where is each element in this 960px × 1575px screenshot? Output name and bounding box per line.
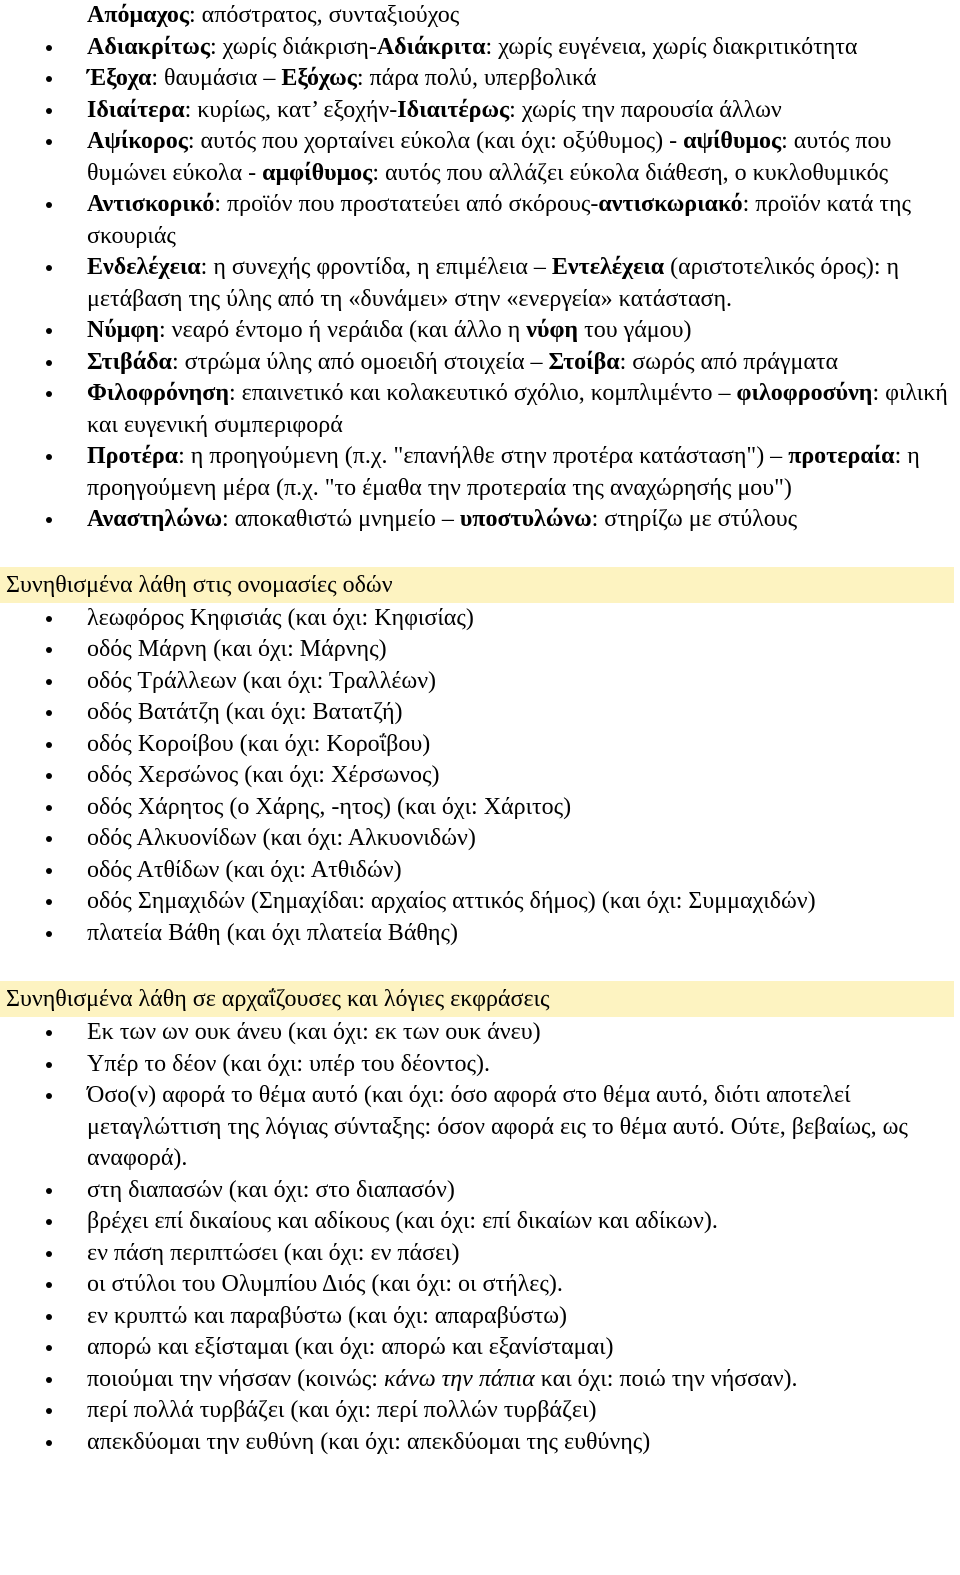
list-item: οδός Βατάτζη (και όχι: Βατατζή): [0, 697, 960, 729]
list-item: [0, 504, 960, 536]
list-item: οδός Χερσώνος (και όχι: Χέρσωνος): [0, 760, 960, 792]
list-item: λεωφόρος Κηφισιάς (και όχι: Κηφισίας): [0, 603, 960, 635]
definition-text: : στηρίζω με στύλους: [591, 506, 798, 532]
definition-text: : κυρίως, κατ’ εξοχήν-: [184, 96, 398, 123]
archaic-expressions-list: [0, 1017, 960, 1458]
list-item: οι στύλοι του Ολυμπίου Διός (και όχι: οι στήλες).: [0, 1269, 960, 1301]
definition-text: : η προηγούμενη μέρα (π.χ. "το έμαθα την προτεραία της αναχώρησής μου"): [87, 443, 920, 501]
term-bold: Αντισκορικό: [87, 191, 215, 217]
definition-text: : αυτός που αλλάζει εύκολα διάθεση, ο κυκλοθυμικός: [372, 159, 889, 186]
term-bold: Ιδιαιτέρως: [397, 96, 510, 123]
definition-text: : χωρίς ευγένεια, χωρίς διακριτικότητα: [485, 33, 858, 60]
list-item: Εκ των ων ουκ άνευ (και όχι: εκ των ουκ άνευ): [0, 1017, 960, 1049]
term-bold: Αδιάκριτα: [376, 33, 486, 60]
definition-text: : επαινετικό και κολακευτικό σχόλιο, κομπλιμέντο –: [228, 380, 737, 406]
term-bold: Νύμφη: [87, 317, 159, 343]
list-item: [0, 32, 960, 64]
list-item: πλατεία Βάθη (και όχι πλατεία Βάθης): [0, 918, 960, 950]
term-bold: Απόμαχος: [87, 2, 189, 28]
list-item: [0, 347, 960, 379]
term-bold: αψίθυμος: [683, 128, 782, 154]
list-item: στη διαπασών (και όχι: στο διαπασόν): [0, 1175, 960, 1207]
section-heading-street-names: Συνηθισμένα λάθη στις ονομασίες οδών: [0, 567, 954, 603]
section-heading-archaic-expressions: Συνηθισμένα λάθη σε αρχαΐζουσες και λόγιες εκφράσεις: [0, 981, 954, 1017]
section-spacer: [0, 536, 960, 567]
term-bold: Εντελέχεια: [551, 254, 665, 280]
term-bold: Στιβάδα: [87, 348, 172, 375]
list-item: Υπέρ το δέον (και όχι: υπέρ του δέοντος).: [0, 1049, 960, 1081]
list-item: [0, 126, 960, 189]
term-bold: προτεραία: [788, 443, 895, 469]
definition-text: : θαυμάσια –: [151, 65, 282, 91]
term-bold: Ενδελέχεια: [87, 254, 201, 280]
term-bold: Στοίβα: [548, 348, 620, 375]
list-item: οδός Ατθίδων (και όχι: Ατθιδών): [0, 855, 960, 887]
list-item: [0, 252, 960, 315]
term-bold: αντισκωριακό: [598, 191, 743, 217]
term-bold: Προτέρα: [87, 443, 179, 469]
term-bold: αμφίθυμος: [262, 159, 373, 186]
list-item: [0, 378, 960, 441]
definition-text: (αριστοτελικός όρος): η μετάβαση της ύλης από τη «δυνάμει» στην «ενεργεία» κατάσταση.: [87, 254, 900, 312]
term-bold: Φιλοφρόνηση: [87, 380, 229, 406]
list-item: Όσο(ν) αφορά το θέμα αυτό (και όχι: όσο αφορά στο θέμα αυτό, διότι αποτελεί μεταγλώττιση της λόγιας σύνταξης: όσον αφορά εις το θέμα αυτό. Ούτε, βεβαίως, ως αναφορά).: [0, 1080, 960, 1175]
list-item: απεκδύομαι την ευθύνη (και όχι: απεκδύομαι της ευθύνης): [0, 1427, 960, 1459]
definition-text: : σωρός από πράγματα: [619, 348, 839, 375]
list-item: [0, 189, 960, 252]
definition-text: : η προηγούμενη (π.χ. "επανήλθε στην προτέρα κατάσταση") –: [178, 443, 789, 469]
definition-text: : πάρα πολύ, υπερβολικά: [356, 65, 597, 91]
definition-text: : νεαρό έντομο ή νεράιδα (και άλλο η: [159, 317, 527, 343]
definition-text: : προϊόν που προστατεύει από σκόρους-: [214, 191, 599, 217]
definition-text: : φιλική και ευγενική συμπεριφορά: [87, 380, 948, 438]
definition-text: : απόστρατος, συνταξιούχος: [189, 2, 460, 28]
term-bold: Εξόχως: [281, 65, 357, 91]
list-item: [0, 441, 960, 504]
term-bold: Ιδιαίτερα: [87, 96, 185, 123]
list-item: απορώ και εξίσταμαι (και όχι: απορώ και εξανίσταμαι): [0, 1332, 960, 1364]
definition-text: : χωρίς την παρουσία άλλων: [509, 96, 782, 123]
list-item: οδός Τράλλεων (και όχι: Τραλλέων): [0, 666, 960, 698]
term-bold: Έξοχα: [87, 65, 152, 91]
list-item: [0, 0, 960, 32]
list-item: οδός Χάρητος (ο Χάρης, -ητος) (και όχι: Χάριτος): [0, 792, 960, 824]
definition-text: : αυτός που θυμώνει εύκολα -: [87, 128, 892, 186]
street-names-list: [0, 603, 960, 950]
list-item: οδός Αλκυονίδων (και όχι: Αλκυονιδών): [0, 823, 960, 855]
section-spacer: [0, 949, 960, 981]
definition-text: : προϊόν κατά της σκουριάς: [87, 191, 912, 249]
term-bold: υποστυλώνω: [459, 506, 592, 532]
list-item: οδός Κοροίβου (και όχι: Κοροΐβου): [0, 729, 960, 761]
definition-text: ποιούμαι την νήσσαν (κοινώς:: [87, 1365, 384, 1392]
definition-text: : χωρίς διάκριση-: [209, 33, 377, 60]
list-item: [0, 95, 960, 127]
definition-text: και όχι: ποιώ την νήσσαν).: [534, 1365, 798, 1392]
term-bold: νύφη: [526, 317, 579, 343]
definition-text: : η συνεχής φροντίδα, η επιμέλεια –: [200, 254, 552, 280]
vocabulary-list: [0, 0, 960, 536]
definition-text: : αυτός που χορταίνει εύκολα (και όχι: οξύθυμος) -: [187, 128, 684, 154]
list-item: εν πάση περιπτώσει (και όχι: εν πάσει): [0, 1238, 960, 1270]
list-item: εν κρυπτώ και παραβύστω (και όχι: απαραβύστω): [0, 1301, 960, 1333]
list-item: [0, 315, 960, 347]
list-item: βρέχει επί δικαίους και αδίκους (και όχι: επί δικαίων και αδίκων).: [0, 1206, 960, 1238]
phrase-italic: κάνω την πάπια: [383, 1365, 535, 1392]
definition-text: του γάμου): [578, 317, 692, 343]
list-item: οδός Σημαχιδών (Σημαχίδαι: αρχαίος αττικός δήμος) (και όχι: Συμμαχιδών): [0, 886, 960, 918]
definition-text: : αποκαθιστώ μνημείο –: [222, 506, 460, 532]
term-bold: Αψίκορος: [87, 128, 188, 154]
definition-text: : στρώμα ύλης από ομοειδή στοιχεία –: [171, 348, 549, 375]
list-item: [0, 63, 960, 95]
list-item: οδός Μάρνη (και όχι: Μάρνης): [0, 634, 960, 666]
term-bold: Αναστηλώνω: [87, 506, 223, 532]
term-bold: Αδιακρίτως: [87, 33, 210, 60]
list-item: περί πολλά τυρβάζει (και όχι: περί πολλών τυρβάζει): [0, 1395, 960, 1427]
list-item: [0, 1364, 960, 1396]
term-bold: φιλοφροσύνη: [736, 380, 873, 406]
